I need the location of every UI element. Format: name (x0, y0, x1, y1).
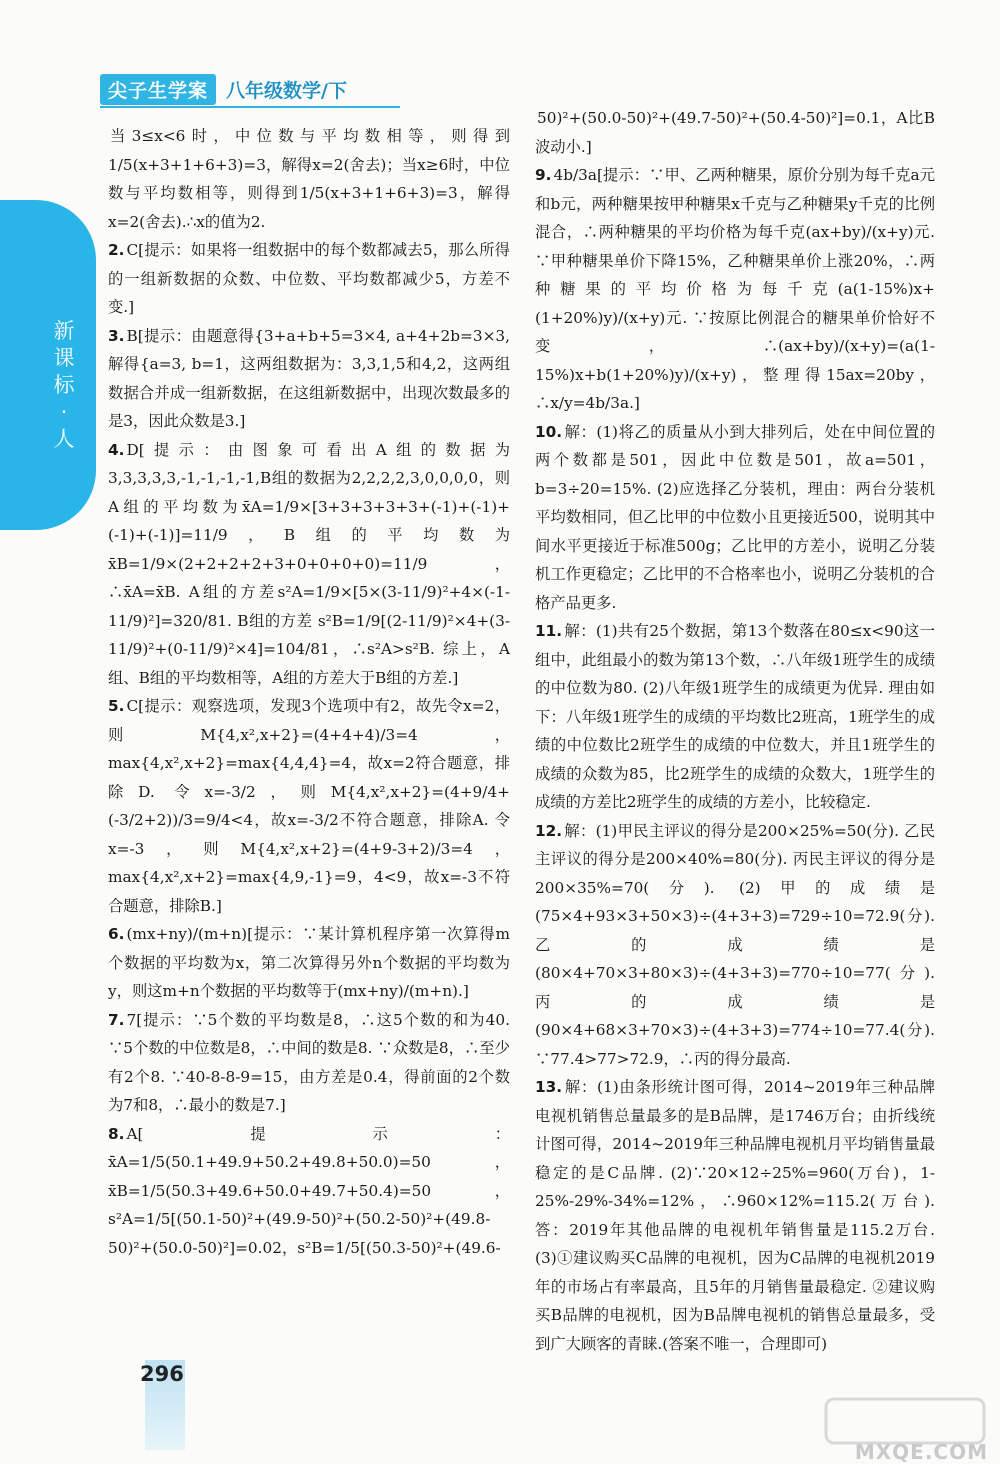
header-rule (100, 106, 400, 108)
answer-item: 7. 7[提示：∵5个数的平均数是8，∴这5个数的和为40. ∵5个数的中位数是8，∴中间的数是8. ∵众数是8，∴至少有2个8. ∵40-8-8-9=15，由方差是0.4，得前面的2个数为7和8，∴最小的数是7.] (108, 1010, 510, 1114)
right-column (535, 104, 935, 1358)
answer-item: 当3≤x<6时，中位数与平均数相等，则得到1/5(x+3+1+6+3)=3，解得x=2(舍去)；当x≥6时，中位数与平均数相等，则得到1/5(x+3+1+6+3)=3，解得x=2(舍去).∴x的值为2. (108, 127, 510, 231)
answer-item: 6. (mx+ny)/(m+n)[提示：∵某计算机程序第一次算得m个数据的平均数为x，第二次算得另外n个数据的平均数为y，则这m+n个数据的平均数等于(mx+ny)/(m+n).] (108, 925, 510, 1000)
answer-item: 9. 4b/3a[提示：∵甲、乙两种糖果，原价分别为每千克a元和b元，两种糖果按甲种糖果x千克与乙种糖果y千克的比例混合，∴两种糖果的平均价格为每千克(ax+by)/(x+y)元. ∵甲种糖果单价下降15%，乙种糖果单价上涨20%，∴两种糖果的平均价格为每千克(a(1-15%)x+(1+20%)y)/(x+y)元. ∵按原比例混合的糖果单价恰好不变，∴(ax+by)/(x+y)=(a(1-15%)x+b(1+20%)y)/(x+y)，整理得15ax=20by，∴x/y=4b/3a.] (535, 166, 935, 412)
answer-item: 11. 解：(1)共有25个数据，第13个数落在80≤x<90这一组中，此组最小的数为第13个数，∴八年级1班学生的成绩的中位数为80. (2)八年级1班学生的成绩更为优异. 理由如下：八年级1班学生的成绩的平均数比2班高，1班学生的成绩的中位数比2班学生的成绩的中位数大，并且1班学生的成绩的众数为85，比2班学生的成绩的众数大，1班学生的成绩的方差比2班学生的成绩的方差小，比较稳定. (535, 622, 935, 811)
answer-item: 50)²+(50.0-50)²+(49.7-50)²+(50.4-50)²]=0.1，A比B波动小.] (535, 109, 935, 156)
answer-item: 3. B[提示：由题意得{3+a+b+5=3×4, a+4+2b=3×3, 解得{a=3, b=1，这两组数据为：3,3,1,5和4,2，这两组数据合并成一组新数据，在这组新数据中，出现次数最多的是3，因此众数是3.] (108, 326, 510, 430)
side-tab-label: 新课标·人 (53, 319, 75, 451)
answer-item: 4. D[提示：由图象可看出A组的数据为3,3,3,3,3,-1,-1,-1,-1,B组的数据为2,2,2,2,3,0,0,0,0，则A组的平均数为x̄A=1/9×[3+3+3+3+3+(-1)+(-1)+(-1)+(-1)]=11/9，B组的平均数为x̄B=1/9×(2+2+2+2+3+0+0+0+0)=11/9，∴x̄A=x̄B. A组的方差s²A=1/9×[5×(3-11/9)²+4×(-1-11/9)²]=320/81. B组的方差 s²B=1/9[(2-11/9)²×4+(3-11/9)²+(0-11/9)²×4]=104/81，∴s²A>s²B. 综上，A组、B组的平均数相等，A组的方差大于B组的方差.] (108, 440, 510, 687)
answer-item: 12. 解：(1)甲民主评议的得分是200×25%=50(分). 乙民主评议的得分是200×40%=80(分). 丙民主评议的得分是200×35%=70(分). (2)甲的成绩是(75×4+93×3+50×3)÷(4+3+3)=729÷10=72.9(分). 乙的成绩是(80×4+70×3+80×3)÷(4+3+3)=770÷10=77(分). 丙的成绩是(90×4+68×3+70×3)÷(4+3+3)=774÷10=77.4(分). ∵77.4>77>72.9，∴丙的得分最高. (535, 821, 935, 1068)
side-tab (0, 200, 96, 530)
subject-title: 八年级数学/下 (226, 79, 347, 102)
book-title: 尖子生学案 (100, 74, 216, 105)
answer-item: 10. 解：(1)将乙的质量从小到大排列后，处在中间位置的两个数都是501，因此中位数是501，故a=501，b=3÷20=15%. (2)应选择乙分装机，理由：两台分装机平均数相同，但乙比甲的中位数小且更接近500，说明其中间水平更接近于标准500g；乙比甲的方差小，说明乙分装机工作更稳定；乙比甲的不合格率也小，说明乙分装机的合格产品更多. (535, 422, 935, 612)
answer-item: 5. C[提示：观察选项，发现3个选项中有2，故先令x=2，则M{4,x²,x+2}=(4+4+4)/3=4，max{4,x²,x+2}=max{4,4,4}=4，故x=2符合题意，排除D. 令x=-3/2，则M{4,x²,x+2}=(4+9/4+(-3/2+2))/3=9/4<4，故x=-3/2不符合题意，排除A. 令x=-3，则M{4,x²,x+2}=(4+9-3+2)/3=4，max{4,x²,x+2}=max{4,9,-1}=9，4<9，故x=-3不符合题意，排除B.] (108, 697, 510, 915)
left-column (108, 122, 510, 1262)
page-number: 296 (140, 1362, 184, 1386)
page-header (100, 74, 347, 104)
watermark-text: MXQE.COM (854, 1440, 988, 1464)
answer-item: 13. 解：(1)由条形统计图可得，2014~2019年三种品牌电视机销售总量最多的是B品牌，是1746万台；由折线统计图可得，2014~2019年三种品牌电视机月平均销售量最稳定的是C品牌. (2)∵20×12÷25%=960(万台)，1-25%-29%-34%=12%，∴960×12%=115.2(万台). 答：2019年其他品牌的电视机年销售量是115.2万台. (3)①建议购买C品牌的电视机，因为C品牌的电视机2019年的市场占有率最高，且5年的月销售量最稳定. ②建议购买B品牌的电视机，因为B品牌电视机的销售总量最多，受到广大顾客的青睐.(答案不唯一，合理即可) (535, 1078, 935, 1353)
answer-item: 2. C[提示：如果将一组数据中的每个数都减去5，那么所得的一组新数据的众数、中位数、平均数都减少5，方差不变.] (108, 241, 510, 316)
answer-item: 8. A[提示：x̄A=1/5(50.1+49.9+50.2+49.8+50.0)=50，x̄B=1/5(50.3+49.6+50.0+49.7+50.4)=50，s²A=1/5[(50.1-50)²+(49.9-50)²+(50.2-50)²+(49.8-50)²+(50.0-50)²]=0.02，s²B=1/5[(50.3-50)²+(49.6- (108, 1124, 510, 1257)
